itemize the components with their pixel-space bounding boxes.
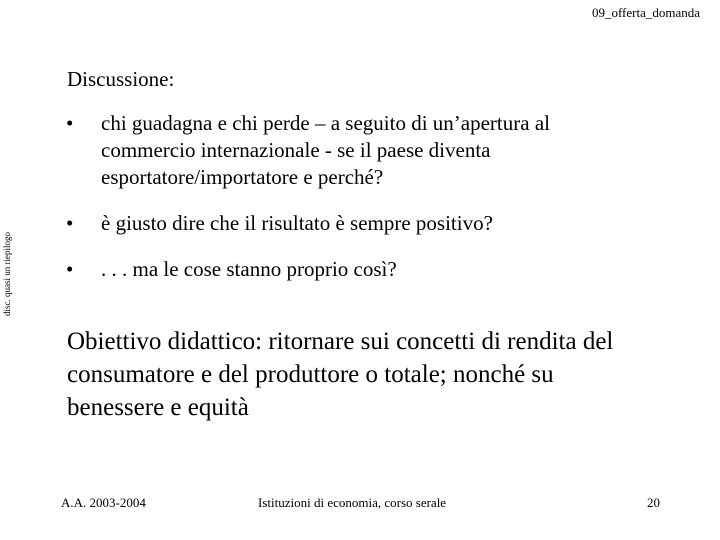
bullet-icon: • [66, 257, 74, 281]
objective-text: Obiettivo didattico: ritornare sui concetti di rendita del consumatore e del produttore o totale; nonché su benessere e equità [67, 328, 614, 421]
slide-heading: Discussione: [67, 67, 175, 91]
bullet-text: chi guadagna e chi perde – a seguito di un’apertura al commercio internazionale - se il paese diventa esportatore/importatore e perché? [101, 111, 550, 189]
list-item [66, 110, 646, 191]
side-label: disc. quasi un riepilogo [2, 232, 12, 316]
list-item [66, 210, 646, 237]
bullet-text: è giusto dire che il risultato è sempre positivo? [101, 211, 493, 235]
page-number: 20 [647, 495, 660, 510]
bullet-list [66, 110, 646, 283]
list-item [66, 256, 646, 283]
bullet-text: . . . ma le cose stanno proprio così? [101, 257, 397, 281]
bullet-icon: • [66, 211, 74, 235]
footer-course: Istituzioni di economia, corso serale [258, 495, 447, 510]
footer-academic-year: A.A. 2003-2004 [61, 495, 146, 510]
file-tag: 09_offerta_domanda [591, 5, 700, 20]
bullet-icon: • [66, 111, 74, 135]
